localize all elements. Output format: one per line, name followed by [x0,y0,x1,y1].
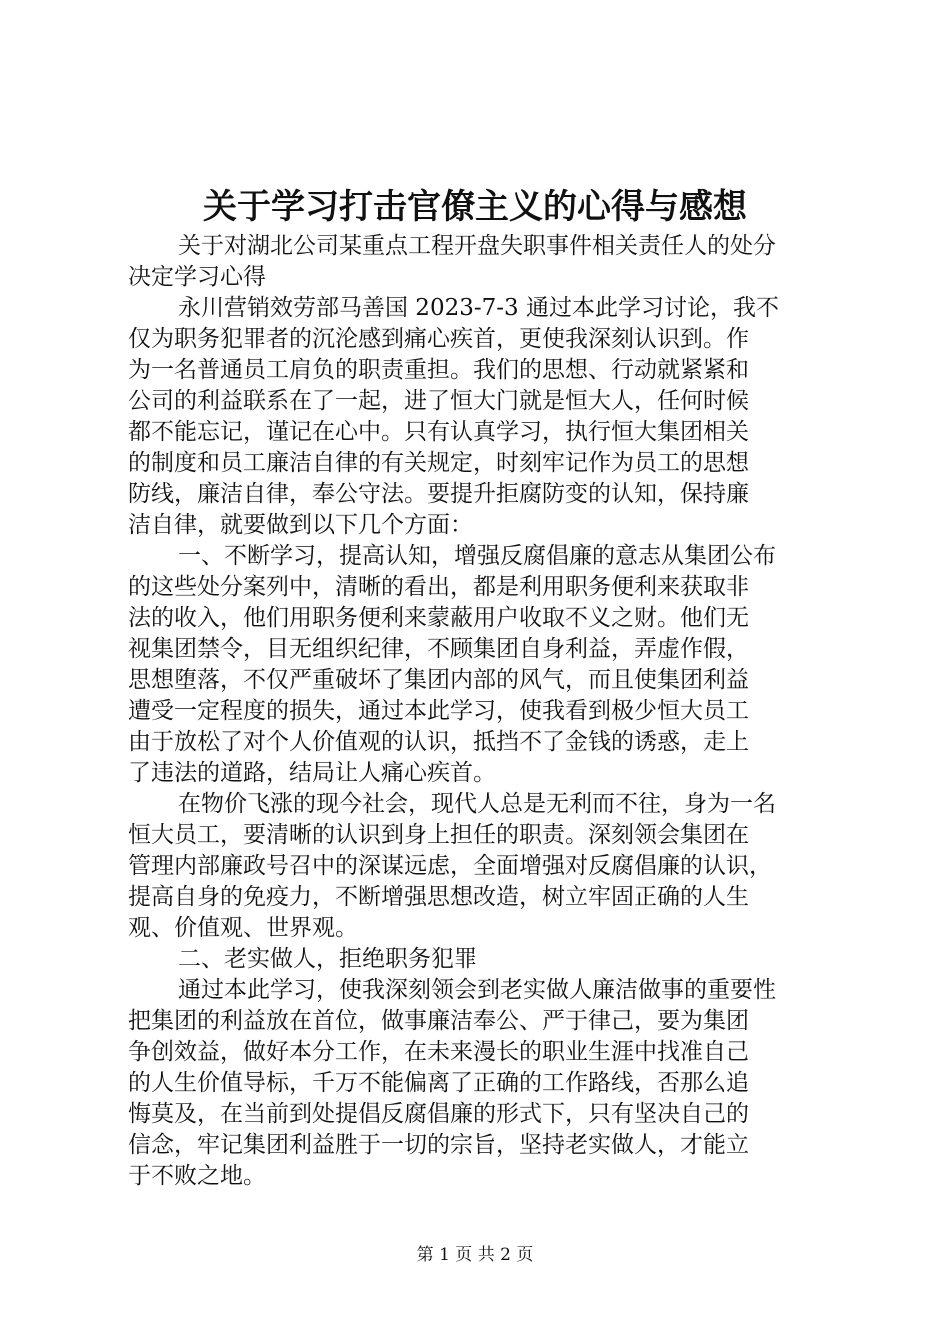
text-line: 恒大员工，要清晰的认识到身上担任的职责。深刻领会集团在 [128,822,749,848]
text-line: 悔莫及，在当前到处提倡反腐倡廉的形式下，只有坚决自己的 [128,1101,749,1127]
text-line: 二、老实做人，拒绝职务犯罪 [178,946,477,972]
text-line: 的这些处分案列中，清晰的看出，都是利用职务便利来获取非 [128,574,749,600]
text-line: 的人生价值导标，千万不能偏离了正确的工作路线，否那么追 [128,1070,749,1096]
text-line: 观、价值观、世界观。 [128,915,358,941]
text-line: 通过本此学习，使我深刻领会到老实做人廉洁做事的重要性 [178,977,776,1003]
text-line: 仅为职务犯罪者的沉沦感到痛心疾首，更使我深刻认识到。作 [128,326,749,352]
text-line: 遭受一定程度的损失，通过本此学习，使我看到极少恒大员工 [128,698,749,724]
text-line: 法的收入，他们用职务便利来蒙蔽用户收取不义之财。他们无 [128,605,749,631]
text-line: 的制度和员工廉洁自律的有关规定，时刻牢记作为员工的思想 [128,450,749,476]
text-line: 管理内部廉政号召中的深谋远虑，全面增强对反腐倡廉的认识， [128,853,772,879]
text-line: 信念，牢记集团利益胜于一切的宗旨，坚持老实做人，才能立 [128,1132,749,1158]
text-line: 于不败之地。 [128,1163,266,1189]
document-body [128,231,840,1192]
text-line: 在物价飞涨的现今社会，现代人总是无利而不往，身为一名 [178,791,776,817]
text-line: 提高自身的免疫力，不断增强思想改造，树立牢固正确的人生 [128,884,749,910]
text-line: 关于对湖北公司某重点工程开盘失职事件相关责任人的处分 [178,233,776,259]
text-line: 把集团的利益放在首位，做事廉洁奉公、严于律己，要为集团 [128,1008,749,1034]
text-line: 都不能忘记，谨记在心中。只有认真学习，执行恒大集团相关 [128,419,749,445]
text-line: 洁自律，就要做到以下几个方面： [128,512,473,538]
text-line: 公司的利益联系在了一起，进了恒大门就是恒大人，任何时候 [128,388,749,414]
text-line: 决定学习心得 [128,264,266,290]
text-line: 了违法的道路，结局让人痛心疾首。 [128,760,496,786]
document-title: 关于学习打击官僚主义的心得与感想 [203,187,747,227]
text-line: 一、不断学习，提高认知，增强反腐倡廉的意志从集团公布 [178,543,776,569]
text-line: 永川营销效劳部马善国 2023-7-3 通过本此学习讨论，我不 [178,295,779,321]
text-line: 为一名普通员工肩负的职责重担。我们的思想、行动就紧紧和 [128,357,749,383]
text-line: 由于放松了对个人价值观的认识，抵挡不了金钱的诱惑，走上 [128,729,749,755]
text-line: 视集团禁令，目无组织纪律，不顾集团自身利益，弄虚作假， [128,636,749,662]
text-line: 争创效益，做好本分工作，在未来漫长的职业生涯中找准自己 [128,1039,749,1065]
page-footer: 第 1 页 共 2 页 [416,1245,534,1265]
text-line: 思想堕落，不仅严重破坏了集团内部的风气，而且使集团利益 [128,667,749,693]
text-line: 防线，廉洁自律，奉公守法。要提升拒腐防变的认知，保持廉 [128,481,749,507]
